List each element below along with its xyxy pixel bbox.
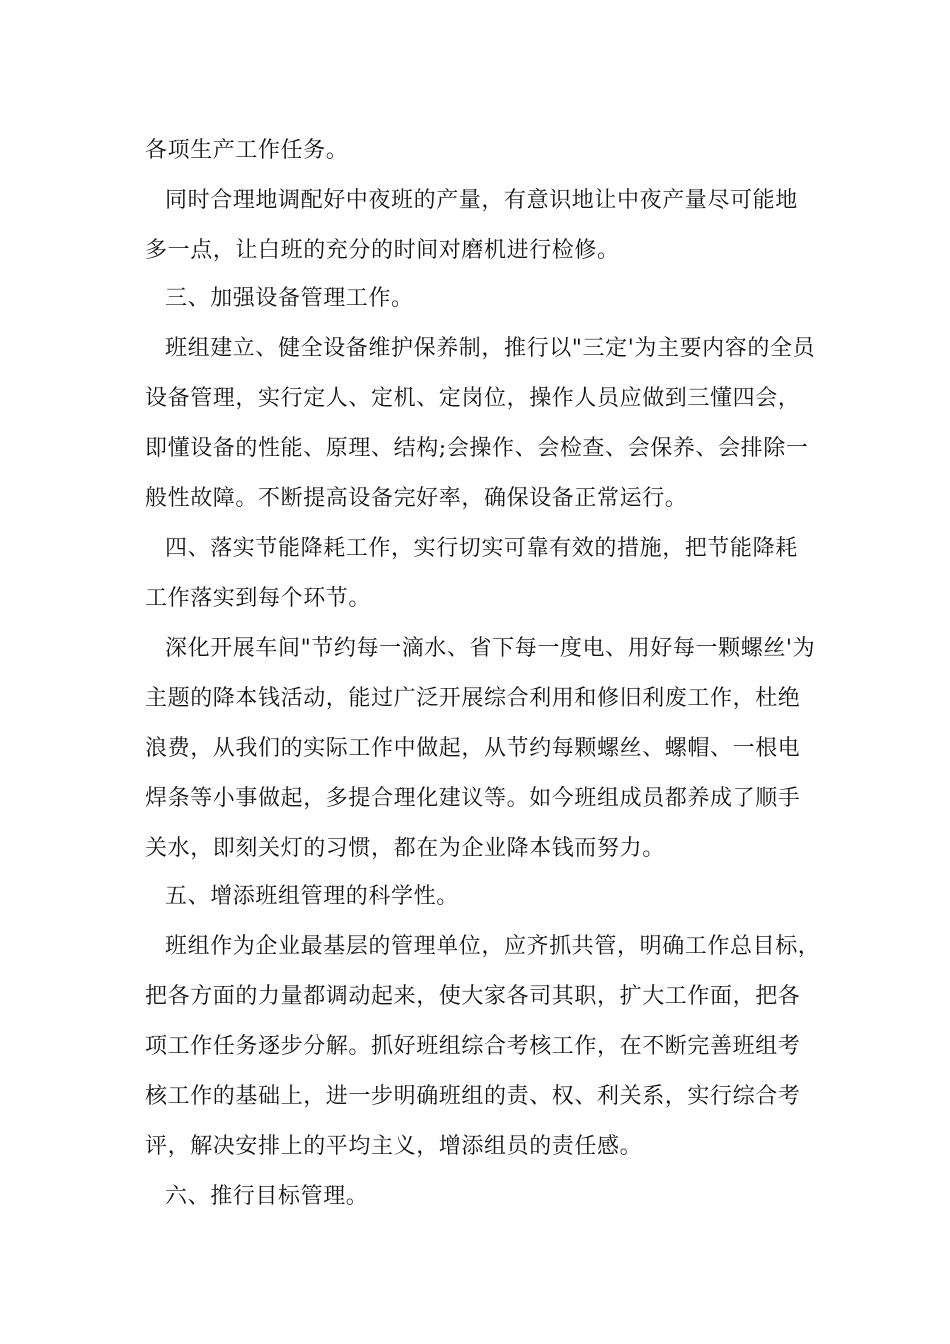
text-line-3: 多一点，让白班的充分的时间对磨机进行检修。	[145, 238, 620, 263]
text-line-14: 焊条等小事做起，多提合理化建议等。如今班组成员都养成了顺手	[145, 786, 801, 811]
text-line-8: 般性故障。不断提高设备完好率，确保设备正常运行。	[145, 486, 688, 511]
text-line-19: 项工作任务逐步分解。抓好班组综合考核工作，在不断完善班组考	[145, 1034, 801, 1059]
text-line-10: 工作落实到每个环节。	[145, 586, 372, 611]
text-line-13: 浪费，从我们的实际工作中做起，从节约每颗螺丝、螺帽、一根电	[145, 736, 801, 761]
section-heading-4: 四、落实节能降耗工作，实行切实可靠有效的措施，把节能降耗	[165, 536, 798, 561]
text-line-15: 关水，即刻关灯的习惯，都在为企业降本钱而努力。	[145, 836, 665, 861]
text-line-18: 把各方面的力量都调动起来，使大家各司其职，扩大工作面，把各	[145, 984, 801, 1009]
text-line-7: 即懂设备的性能、原理、结构;会操作、会检查、会保养、会排除一	[145, 436, 809, 461]
text-line-21: 评，解决安排上的平均主义，增添组员的责任感。	[145, 1134, 643, 1159]
text-line-1: 各项生产工作任务。	[145, 138, 349, 163]
section-heading-6: 六、推行目标管理。	[165, 1184, 369, 1209]
text-line-12: 主题的降本钱活动，能过广泛开展综合利用和修旧利废工作，杜绝	[145, 686, 801, 711]
section-heading-5: 五、增添班组管理的科学性。	[165, 884, 459, 909]
text-line-6: 设备管理，实行定人、定机、定岗位，操作人员应做到三懂四会，	[145, 386, 801, 411]
text-line-20: 核工作的基础上，进一步明确班组的责、权、利关系，实行综合考	[145, 1084, 801, 1109]
text-line-17: 班组作为企业最基层的管理单位，应齐抓共管，明确工作总目标，	[165, 934, 821, 959]
section-heading-3: 三、加强设备管理工作。	[165, 286, 414, 311]
text-line-11: 深化开展车间"节约每一滴水、省下每一度电、用好每一颗螺丝'为	[165, 636, 816, 661]
text-line-5: 班组建立、健全设备维护保养制，推行以"三定'为主要内容的全员	[165, 336, 816, 361]
text-line-2: 同时合理地调配好中夜班的产量，有意识地让中夜产量尽可能地	[165, 188, 798, 213]
